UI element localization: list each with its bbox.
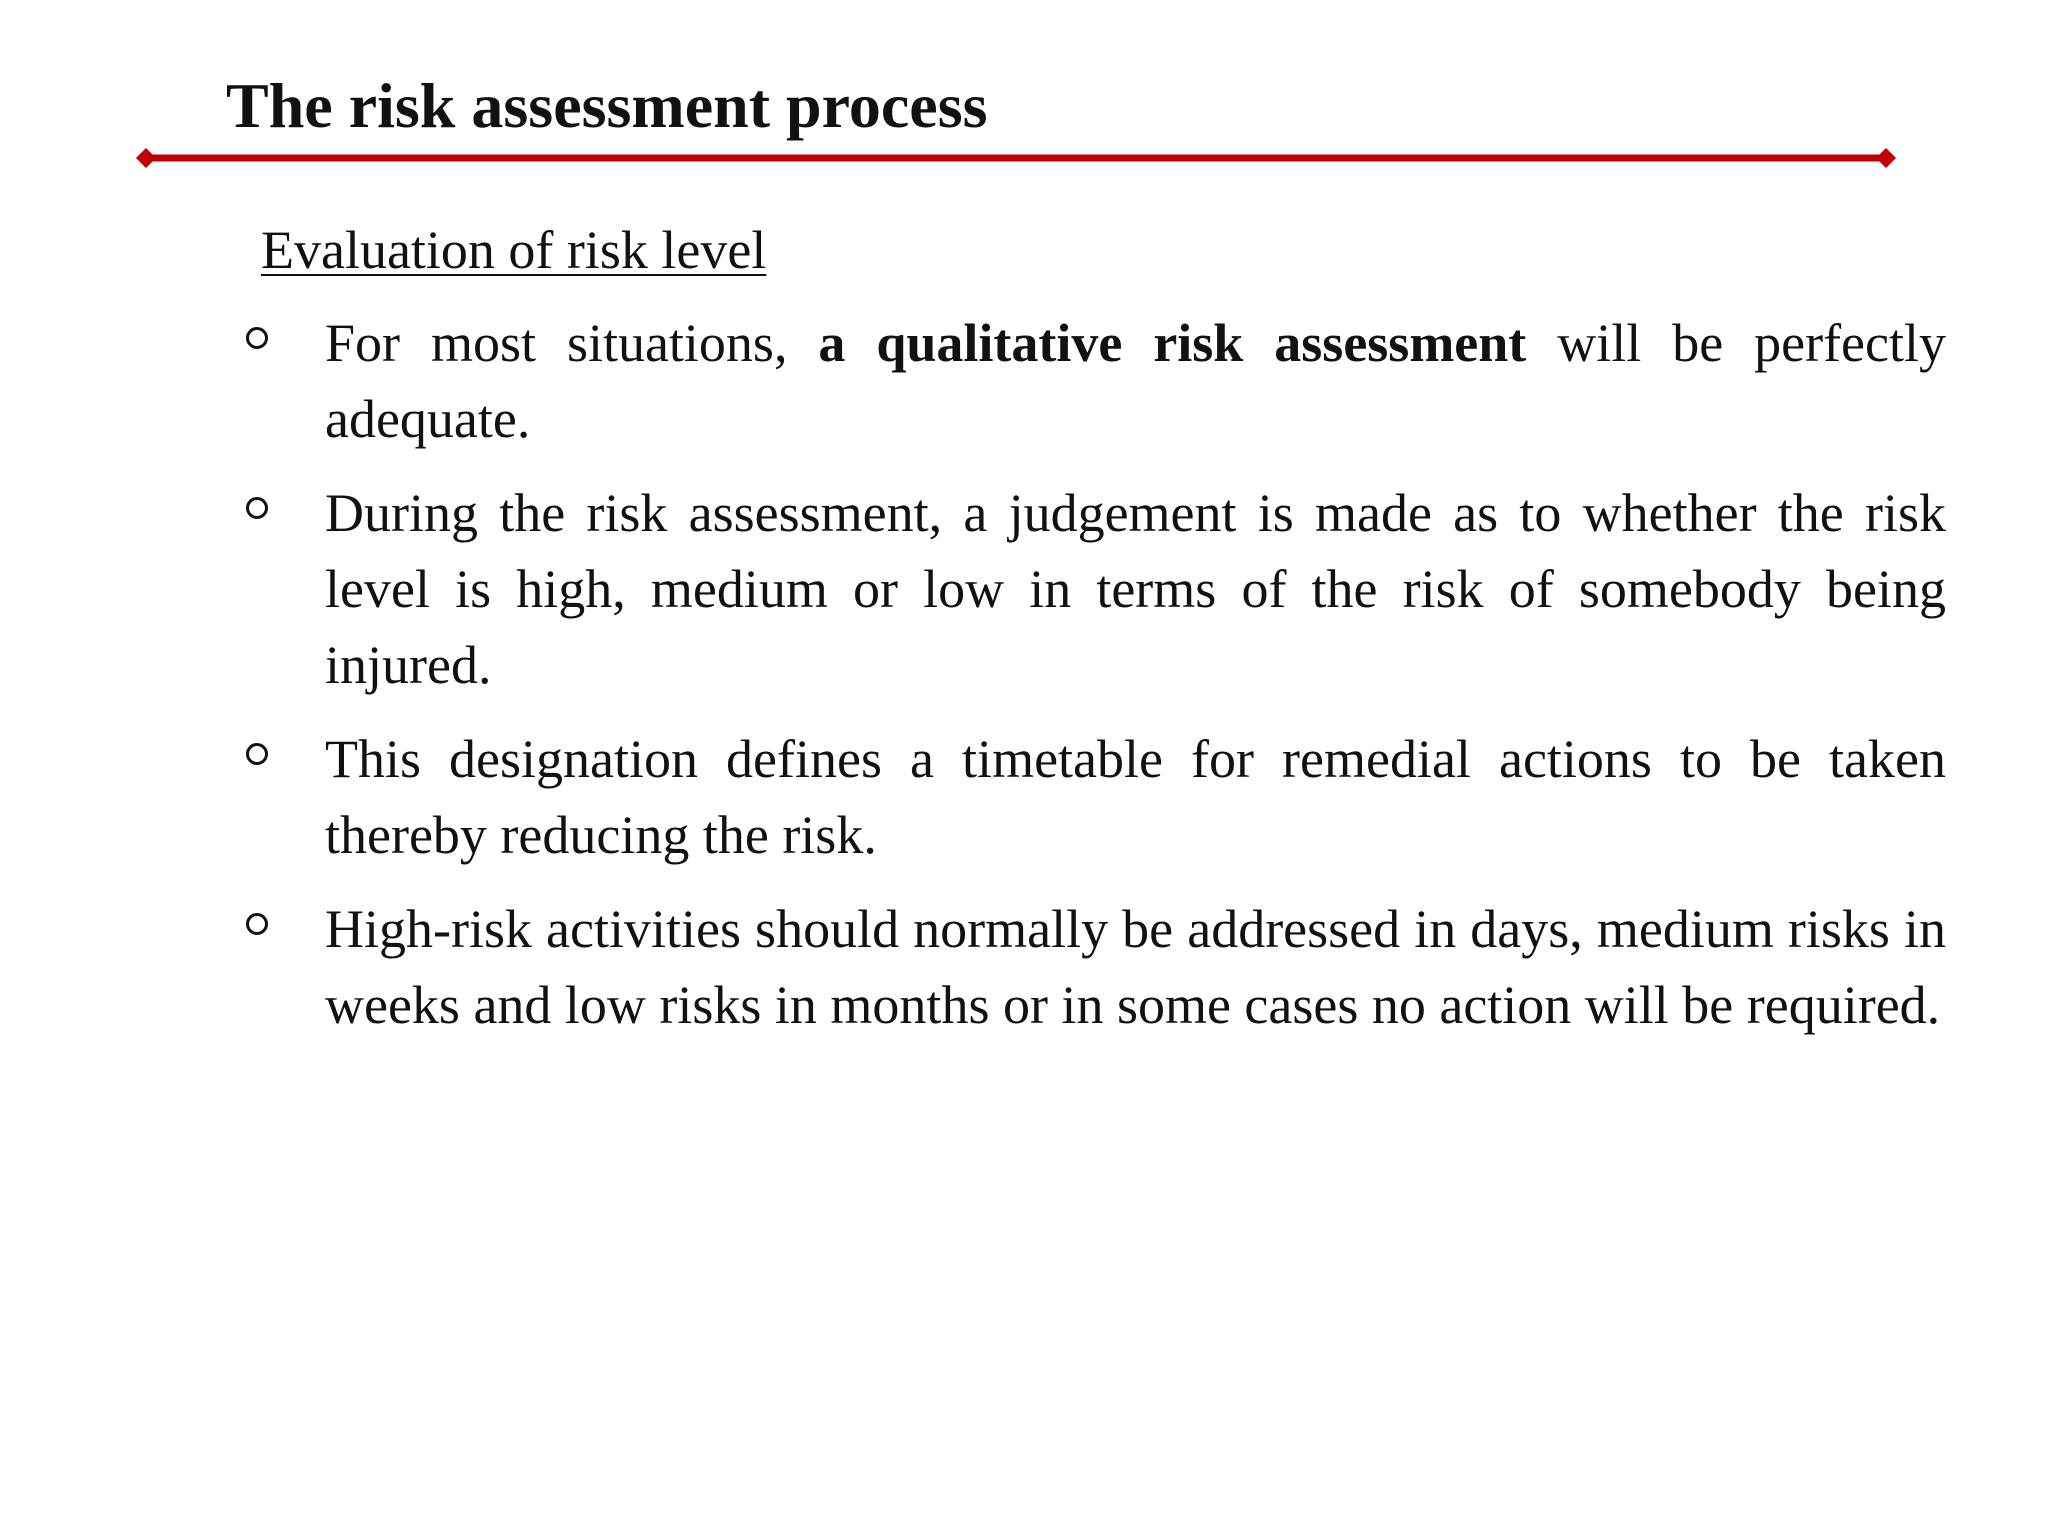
title-rule-right-diamond-icon	[1876, 148, 1896, 168]
title-rule-divider	[136, 148, 1896, 168]
slide-title: The risk assessment process	[226, 70, 988, 141]
bullet-text: This designation defines a timetable for remedial actions to be taken thereby reducing the risk.	[325, 729, 1946, 865]
bullet-item	[246, 891, 1946, 1043]
bullet-text-end: will be perfectly adequate.	[325, 313, 1946, 449]
title-rule-left-diamond-icon	[136, 148, 156, 168]
hollow-circle-bullet-icon	[246, 913, 268, 935]
bullet-text: High-risk activities should normally be addressed in days, medium risks in weeks and low risks in months or in some cases no action will be required.	[325, 899, 1946, 1035]
hollow-circle-bullet-icon	[246, 327, 268, 349]
hollow-circle-bullet-icon	[246, 497, 268, 519]
bullet-item	[246, 475, 1946, 703]
bullet-item	[246, 721, 1946, 873]
bullet-text-bold: a qualitative risk assessment	[818, 313, 1527, 373]
hollow-circle-bullet-icon	[246, 743, 268, 765]
bullet-text-start: For most situations,	[325, 313, 819, 373]
section-heading: Evaluation of risk level	[261, 220, 767, 280]
bullet-text: During the risk assessment, a judgement is made as to whether the risk level is high, medium or low in terms of the risk of somebody being injured.	[325, 483, 1946, 695]
bullet-item	[246, 305, 1946, 457]
bullet-list	[246, 305, 1946, 1061]
